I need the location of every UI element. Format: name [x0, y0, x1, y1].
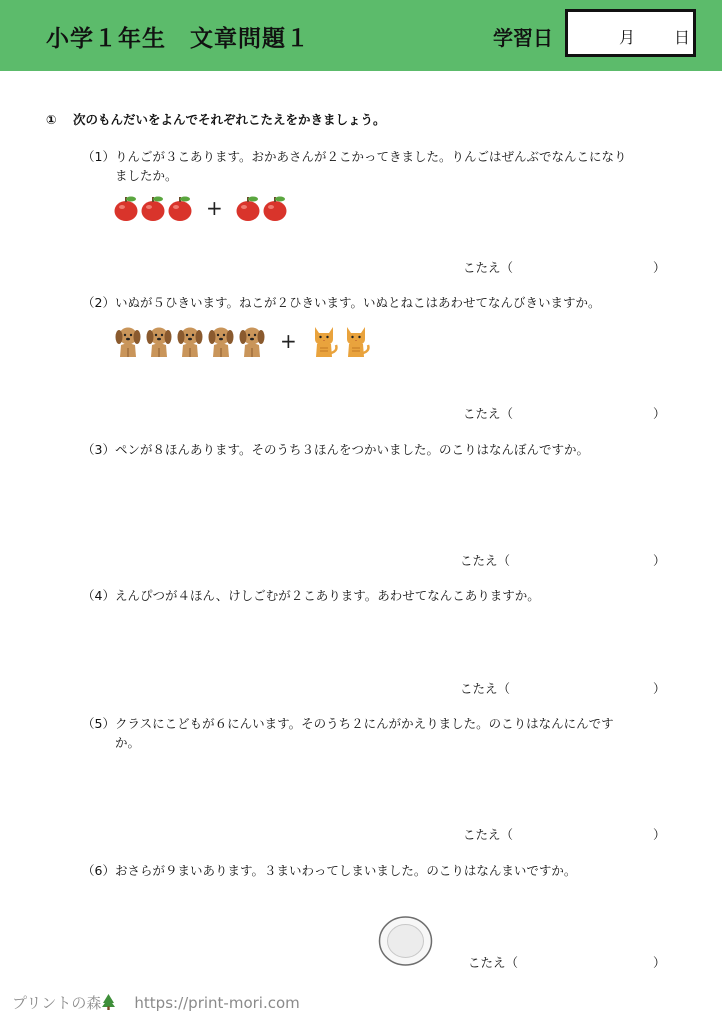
page-title: 小学１年生 文章問題１	[46, 26, 310, 52]
answer-1[interactable]	[463, 258, 666, 276]
question-6	[82, 861, 576, 880]
answer-label: こたえ（	[463, 406, 514, 421]
question-number: （3）	[82, 442, 115, 457]
question-number: （2）	[82, 295, 115, 310]
month-label: 月	[619, 28, 636, 47]
question-text: りんごが３こあります。おかあさんが２こかってきました。りんごはぜんぶでなんこになり	[115, 149, 627, 164]
apple-icon	[140, 194, 166, 222]
question-5	[82, 714, 614, 752]
answer-close-paren: ）	[653, 681, 666, 696]
question-number: （1）	[82, 149, 115, 164]
question-number: （5）	[82, 716, 115, 731]
dog-icon	[144, 323, 174, 359]
question-4	[82, 586, 540, 605]
q2-illustration	[113, 323, 373, 359]
question-1	[82, 147, 627, 185]
instruction-number: ①	[46, 112, 57, 127]
answer-3[interactable]	[460, 551, 666, 569]
tree-icon	[101, 994, 116, 1010]
answer-close-paren: ）	[653, 406, 666, 421]
plus-sign: +	[280, 329, 297, 353]
answer-close-paren: ）	[653, 553, 666, 568]
header-bar	[0, 0, 722, 71]
plus-sign: +	[206, 196, 223, 220]
cat-icon	[309, 323, 339, 359]
question-text-continued: ましたか。	[115, 168, 178, 183]
footer-url[interactable]: https://print-mori.com	[134, 994, 300, 1012]
footer	[12, 992, 300, 1013]
instruction	[46, 110, 386, 128]
question-text: えんぴつが４ほん、けしごむが２こあります。あわせてなんこありますか。	[115, 588, 540, 603]
answer-6[interactable]	[468, 953, 666, 971]
study-date-box[interactable]	[565, 9, 696, 57]
answer-label: こたえ（	[463, 260, 514, 275]
answer-close-paren: ）	[653, 955, 666, 970]
apple-icon	[235, 194, 261, 222]
apple-icon	[167, 194, 193, 222]
study-date-label: 学習日	[493, 26, 553, 50]
dog-icon	[206, 323, 236, 359]
answer-5[interactable]	[463, 825, 666, 843]
question-text: いぬが５ひきいます。ねこが２ひきいます。いぬとねこはあわせてなんびきいますか。	[115, 295, 601, 310]
instruction-text: 次のもんだいをよんでそれぞれこたえをかきましょう。	[73, 112, 386, 127]
answer-label: こたえ（	[468, 955, 519, 970]
apple-icon	[113, 194, 139, 222]
question-text: おさらが９まいあります。３まいわってしまいました。のこりはなんまいですか。	[115, 863, 577, 878]
question-2	[82, 293, 601, 312]
answer-close-paren: ）	[653, 260, 666, 275]
apple-icon	[262, 194, 288, 222]
answer-close-paren: ）	[653, 827, 666, 842]
footer-brand: プリントの森	[12, 994, 102, 1012]
question-text: クラスにこどもが６にんいます。そのうち２にんがかえりました。のこりはなんにんです	[115, 716, 614, 731]
answer-2[interactable]	[463, 404, 666, 422]
cat-icon	[341, 323, 371, 359]
question-3	[82, 440, 589, 459]
question-text: ペンが８ほんあります。そのうち３ほんをつかいました。のこりはなんぼんですか。	[115, 442, 590, 457]
q1-illustration	[113, 194, 289, 222]
answer-4[interactable]	[460, 679, 666, 697]
question-text-continued: か。	[115, 735, 141, 750]
question-number: （6）	[82, 863, 115, 878]
day-label: 日	[674, 28, 691, 47]
dog-icon	[237, 323, 267, 359]
answer-label: こたえ（	[463, 827, 514, 842]
answer-label: こたえ（	[460, 553, 511, 568]
question-number: （4）	[82, 588, 115, 603]
plate-icon	[378, 915, 433, 967]
answer-label: こたえ（	[460, 681, 511, 696]
dog-icon	[175, 323, 205, 359]
dog-icon	[113, 323, 143, 359]
